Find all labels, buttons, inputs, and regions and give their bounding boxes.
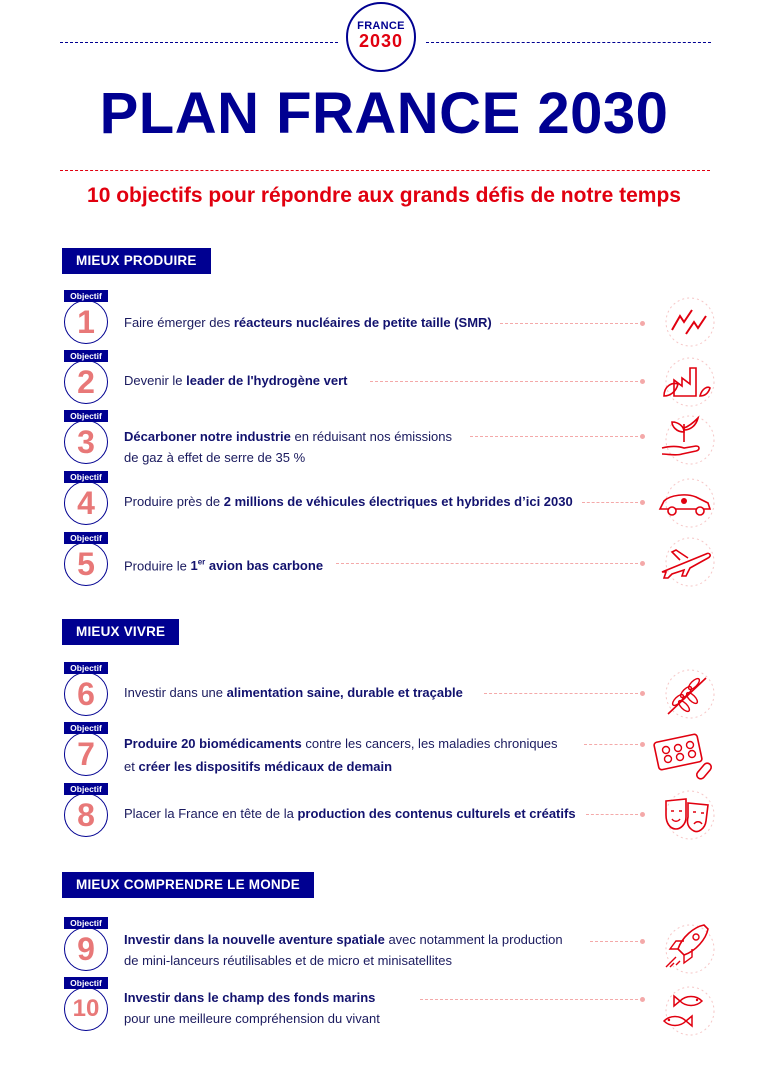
objective-text: Investir dans le champ des fonds marins pour une meilleure compréhension du vivant (124, 990, 380, 1026)
objective-number: 8 (64, 793, 108, 837)
row-dashed-line (590, 941, 638, 942)
objective-number: 2 (64, 360, 108, 404)
row-dot (640, 812, 645, 817)
objective-text: Placer la France en tête de la production des contenus culturels et créatifs (124, 806, 576, 821)
objective-number: 3 (64, 420, 108, 464)
row-dot (640, 561, 645, 566)
row-dashed-line (370, 381, 638, 382)
section-label-mieux-comprendre: MIEUX COMPRENDRE LE MONDE (62, 872, 314, 898)
title-divider (60, 170, 710, 171)
objective-row-7 (0, 722, 768, 782)
objective-row-2 (0, 350, 768, 410)
objective-text: Produire 20 biomédicaments contre les cancers, les maladies chroniques et créer les dispositifs médicaux de demain (124, 736, 558, 774)
logo-text-line2: 2030 (358, 31, 404, 51)
page-title: PLAN FRANCE 2030 (99, 81, 669, 146)
wheat-icon (650, 664, 720, 724)
row-dashed-line (420, 999, 638, 1000)
row-dot (640, 997, 645, 1002)
france-2030-logo (346, 2, 416, 72)
row-dot (640, 500, 645, 505)
electric-car-icon (650, 473, 720, 533)
objective-badge: Objectif (64, 662, 108, 674)
objective-badge: Objectif (64, 350, 108, 362)
section-label-mieux-produire: MIEUX PRODUIRE (62, 248, 211, 274)
row-dot (640, 939, 645, 944)
objective-text: Faire émerger des réacteurs nucléaires de petite taille (SMR) (124, 315, 492, 330)
row-dashed-line (500, 323, 638, 324)
logo-text-line1: FRANCE (357, 20, 405, 32)
objective-badge: Objectif (64, 783, 108, 795)
objective-text: Produire près de 2 millions de véhicules électriques et hybrides d’ici 2030 (124, 494, 573, 509)
row-dot (640, 379, 645, 384)
objective-number: 4 (64, 481, 108, 525)
row-dashed-line (586, 814, 638, 815)
hand-plant-icon (650, 410, 720, 470)
objective-number: 9 (64, 927, 108, 971)
objective-number: 1 (64, 300, 108, 344)
page-subtitle: 10 objectifs pour répondre aux grands défis de notre temps (87, 184, 681, 207)
objective-row-5 (0, 532, 768, 592)
row-dashed-line (582, 502, 638, 503)
fish-icon (650, 981, 720, 1041)
factory-leaf-icon (650, 352, 720, 412)
objective-badge: Objectif (64, 722, 108, 734)
rocket-icon (650, 919, 720, 979)
row-dot (640, 691, 645, 696)
objective-row-8 (0, 783, 768, 843)
objective-text: Produire le 1er avion bas carbone (124, 558, 324, 574)
objective-text: Investir dans la nouvelle aventure spatiale avec notamment la production de mini-lanceurs réutilisables et de micro et minisatellites (124, 932, 563, 968)
row-dot (640, 321, 645, 326)
row-dot (640, 434, 645, 439)
row-dashed-line (470, 436, 638, 437)
pills-icon (650, 724, 720, 784)
objective-text: Devenir le leader de l'hydrogène vert (124, 373, 348, 388)
objective-number: 5 (64, 542, 108, 586)
objective-number: 10 (64, 987, 108, 1031)
objective-badge: Objectif (64, 410, 108, 422)
objective-badge: Objectif (64, 977, 108, 989)
objective-badge: Objectif (64, 471, 108, 483)
objective-number: 6 (64, 672, 108, 716)
objective-badge: Objectif (64, 917, 108, 929)
header-divider-left (60, 42, 338, 43)
objective-text: Décarboner notre industrie en réduisant nos émissions de gaz à effet de serre de 35 % (124, 429, 453, 465)
theatre-masks-icon (650, 785, 720, 845)
objective-badge: Objectif (64, 532, 108, 544)
header-divider-right (426, 42, 711, 43)
lightning-icon (650, 292, 720, 352)
row-dashed-line (584, 744, 638, 745)
section-label-mieux-vivre: MIEUX VIVRE (62, 619, 179, 645)
row-dashed-line (336, 563, 638, 564)
objective-row-1 (0, 290, 768, 350)
airplane-icon (650, 532, 720, 592)
objective-row-4 (0, 471, 768, 531)
row-dashed-line (484, 693, 638, 694)
objective-badge: Objectif (64, 290, 108, 302)
objective-row-9 (0, 917, 768, 977)
objective-text: Investir dans une alimentation saine, durable et traçable (124, 685, 463, 700)
objective-row-6 (0, 662, 768, 722)
objective-row-10 (0, 977, 768, 1037)
objective-number: 7 (64, 732, 108, 776)
objective-row-3 (0, 410, 768, 470)
row-dot (640, 742, 645, 747)
